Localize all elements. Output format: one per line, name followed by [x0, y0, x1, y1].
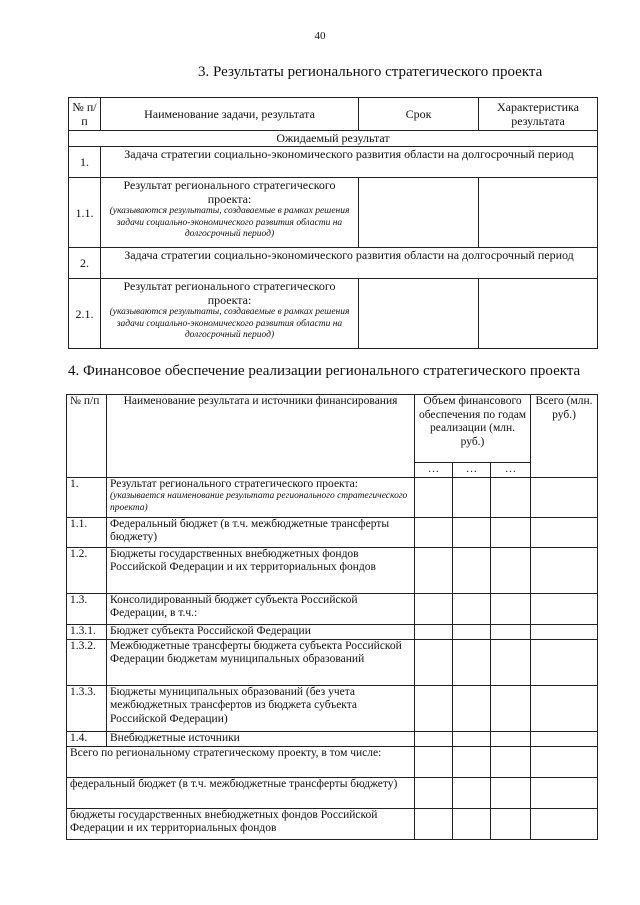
section-3-title: 3. Результаты регионального стратегического проекта: [198, 64, 543, 80]
total-text: бюджеты государственных внебюджетных фондов Российской Федерации и их территориальных фондов: [67, 808, 415, 839]
source-text: Бюджеты муниципальных образований (без учета межбюджетных трансфертов из бюджета субъекта Российской Федерации): [107, 685, 415, 731]
results-table: [68, 97, 598, 349]
characteristic-cell: [479, 178, 598, 248]
row-num: 1.3.: [67, 593, 107, 624]
row-num: 1.3.1.: [67, 624, 107, 639]
result-text: Результат регионального стратегического проекта:: [123, 279, 336, 307]
result-note: (указываются результаты, создаваемые в рамках решения задачи социально-экономического развития области на долгосрочный период): [109, 307, 350, 340]
section-4-title: 4. Финансовое обеспечение реализации регионального стратегического проекта: [68, 363, 581, 379]
result-text: Результат регионального стратегического проекта:: [123, 178, 336, 206]
source-text: Бюджеты государственных внебюджетных фондов Российской Федерации и их территориальных фондов: [107, 547, 415, 593]
row-num: 2.1.: [69, 279, 101, 349]
row-num: 2.: [69, 248, 101, 279]
row-num: 1.4.: [67, 731, 107, 746]
result-note: (указываются результаты, создаваемые в рамках решения задачи социально-экономического развития области на долгосрочный период): [109, 206, 350, 239]
result-note: (указывается наименование результата регионального стратегического проекта): [110, 491, 408, 513]
page-number: 40: [314, 30, 326, 42]
total-text: федеральный бюджет (в т.ч. межбюджетные трансферты бюджету): [67, 777, 415, 808]
term-cell: [359, 178, 479, 248]
header-characteristic: Характеристика результата: [479, 98, 598, 131]
expected-result-row: Ожидаемый результат: [69, 131, 598, 147]
row-num: 1.3.2.: [67, 639, 107, 685]
result-cell: [101, 178, 359, 248]
source-text: Бюджет субъекта Российской Федерации: [107, 624, 415, 639]
year-cell: …: [453, 463, 491, 478]
row-num: 1.1.: [67, 517, 107, 547]
row-num: 1.: [67, 477, 107, 517]
task-text: Задача стратегии социально-экономического развития области на долгосрочный период: [101, 248, 598, 279]
row-num: 1.3.3.: [67, 685, 107, 731]
year-cell: …: [415, 463, 453, 478]
source-text: Федеральный бюджет (в т.ч. межбюджетные трансферты бюджету): [107, 517, 415, 547]
row-num: 1.: [69, 147, 101, 178]
row-num: 1.2.: [67, 547, 107, 593]
header-name: Наименование задачи, результата: [101, 98, 359, 131]
term-cell: [359, 279, 479, 349]
header-term: Срок: [359, 98, 479, 131]
row-num: 1.1.: [69, 178, 101, 248]
header-num: № п/п: [69, 98, 101, 131]
task-text: Задача стратегии социально-экономического развития области на долгосрочный период: [101, 147, 598, 178]
source-text: Внебюджетные источники: [107, 731, 415, 746]
header-volume: Объем финансового обеспечения по годам реализации (млн. руб.): [415, 395, 531, 463]
result-cell: [101, 279, 359, 349]
header-name: Наименование результата и источники финансирования: [107, 395, 415, 478]
year-cell: …: [491, 463, 531, 478]
result-cell: [107, 477, 415, 517]
result-text: Результат регионального стратегического проекта:: [110, 477, 358, 490]
characteristic-cell: [479, 279, 598, 349]
source-text: Межбюджетные трансферты бюджета субъекта Российской Федерации бюджетам муниципальных образований: [107, 639, 415, 685]
financing-table: [66, 394, 598, 840]
header-total: Всего (млн. руб.): [531, 395, 598, 478]
source-text: Консолидированный бюджет субъекта Российской Федерации, в т.ч.:: [107, 593, 415, 624]
total-text: Всего по региональному стратегическому проекту, в том числе:: [67, 746, 415, 777]
header-num: № п/п: [67, 395, 107, 478]
